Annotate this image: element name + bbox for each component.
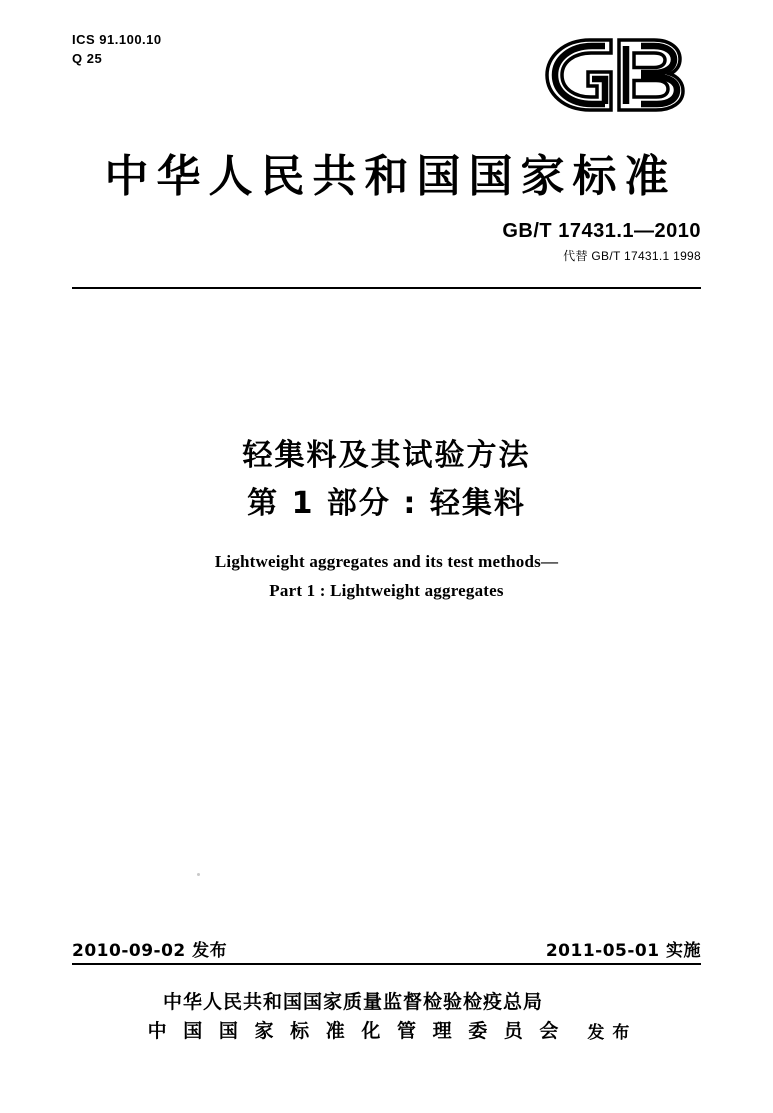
standard-number-block <box>502 220 701 264</box>
issuer-line1: 中华人民共和国国家质量监督检验检疫总局 <box>163 991 544 1013</box>
document-title-line1: 轻集料及其试验方法 <box>242 438 531 473</box>
dates-row <box>72 936 701 961</box>
footer-divider <box>72 963 701 965</box>
document-title <box>0 432 773 528</box>
classification-code: Q 25 <box>72 51 103 66</box>
issuer-block <box>0 988 773 1046</box>
document-title-en-line1: Lightweight aggregates and its test methods— <box>214 552 559 571</box>
ics-code: ICS 91.100.10 <box>72 32 162 47</box>
standard-replaces: 代替 GB/T 17431.1 1998 <box>563 249 701 263</box>
document-title-english <box>0 547 773 605</box>
standard-number: GB/T 17431.1—2010 <box>502 220 701 242</box>
ics-block <box>72 30 162 68</box>
issue-date: 2010-09-02 发布 <box>72 941 228 961</box>
document-title-en-line2: Part 1 : Lightweight aggregates <box>269 581 504 600</box>
gb-logo <box>536 34 701 116</box>
issuer-publish-label: 发 布 <box>587 1023 631 1043</box>
national-standard-title: 中华人民共和国国家标准 <box>104 151 677 202</box>
issuer-names <box>143 988 564 1046</box>
implementation-date: 2011-05-01 实施 <box>545 941 701 961</box>
header-divider <box>72 287 701 289</box>
scan-artifact <box>197 873 200 876</box>
issuer-line2: 中 国 国 家 标 准 化 管 理 委 员 会 <box>147 1020 564 1042</box>
document-title-line2: 第 1 部分 : 轻集料 <box>247 486 526 521</box>
